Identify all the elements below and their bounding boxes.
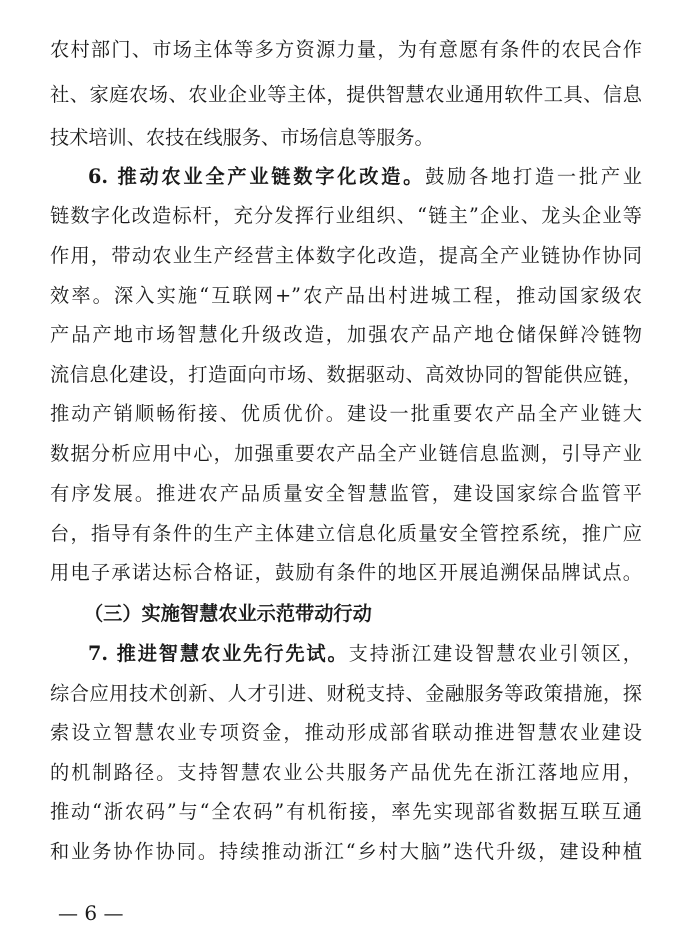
text-line: 流信息化建设，打造面向市场、数据驱动、高效协同的智能供应链， bbox=[50, 363, 642, 386]
text-line: 社、家庭农场、农业企业等主体，提供智慧农业通用软件工具、信息 bbox=[50, 83, 642, 106]
item-heading: 7. 推进智慧农业先行先试。 bbox=[88, 642, 349, 665]
text-line: 数据分析应用中心，加强重要农产品全产业链信息监测，引导产业 bbox=[50, 442, 642, 465]
page-number: — 6 — bbox=[58, 901, 124, 925]
text-line: 的机制路径。支持智慧农业公共服务产品优先在浙江落地应用， bbox=[50, 761, 642, 784]
text-segment: 支持浙江建设智慧农业引领区， bbox=[348, 642, 642, 665]
text-line: 作用，带动农业生产经营主体数字化改造，提高全产业链协作协同 bbox=[50, 244, 642, 267]
text-segment: 鼓励各地打造一批产业 bbox=[425, 165, 642, 188]
text-line: 链数字化改造标杆，充分发挥行业组织、“链主”企业、龙头企业等 bbox=[50, 204, 642, 227]
text-line: 索设立智慧农业专项资金，推动形成部省联动推进智慧农业建设 bbox=[50, 721, 642, 744]
text-line: 用电子承诺达标合格证，鼓励有条件的地区开展追溯保品牌试点。 bbox=[50, 561, 642, 584]
text-line: 产品产地市场智慧化升级改造，加强农产品产地仓储保鲜冷链物 bbox=[50, 323, 642, 346]
text-line: 综合应用技术创新、人才引进、财税支持、金融服务等政策措施，探 bbox=[50, 682, 642, 705]
text-line: 台，指导有条件的生产主体建立信息化质量安全管控系统，推广应 bbox=[50, 522, 642, 545]
section-heading: （三）实施智慧农业示范带动行动 bbox=[84, 602, 372, 625]
text-line bbox=[88, 634, 642, 674]
text-line: 推动“浙农码”与“全农码”有机衔接，率先实现部省数据互联互通 bbox=[50, 800, 642, 823]
text-line bbox=[88, 157, 642, 197]
text-line: 农村部门、市场主体等多方资源力量，为有意愿有条件的农民合作 bbox=[50, 38, 642, 61]
text-line: 技术培训、农技在线服务、市场信息等服务。 bbox=[50, 126, 434, 149]
text-line: 推动产销顺畅衔接、优质优价。建设一批重要农产品全产业链大 bbox=[50, 402, 642, 425]
text-line: 效率。深入实施“互联网+”农产品出村进城工程，推动国家级农 bbox=[50, 284, 642, 307]
text-line: 和业务协作协同。持续推动浙江“乡村大脑”迭代升级，建设种植 bbox=[50, 840, 642, 863]
text-line: 有序发展。推进农产品质量安全智慧监管，建设国家综合监管平 bbox=[50, 482, 642, 505]
item-heading: 6. 推动农业全产业链数字化改造。 bbox=[88, 165, 426, 188]
